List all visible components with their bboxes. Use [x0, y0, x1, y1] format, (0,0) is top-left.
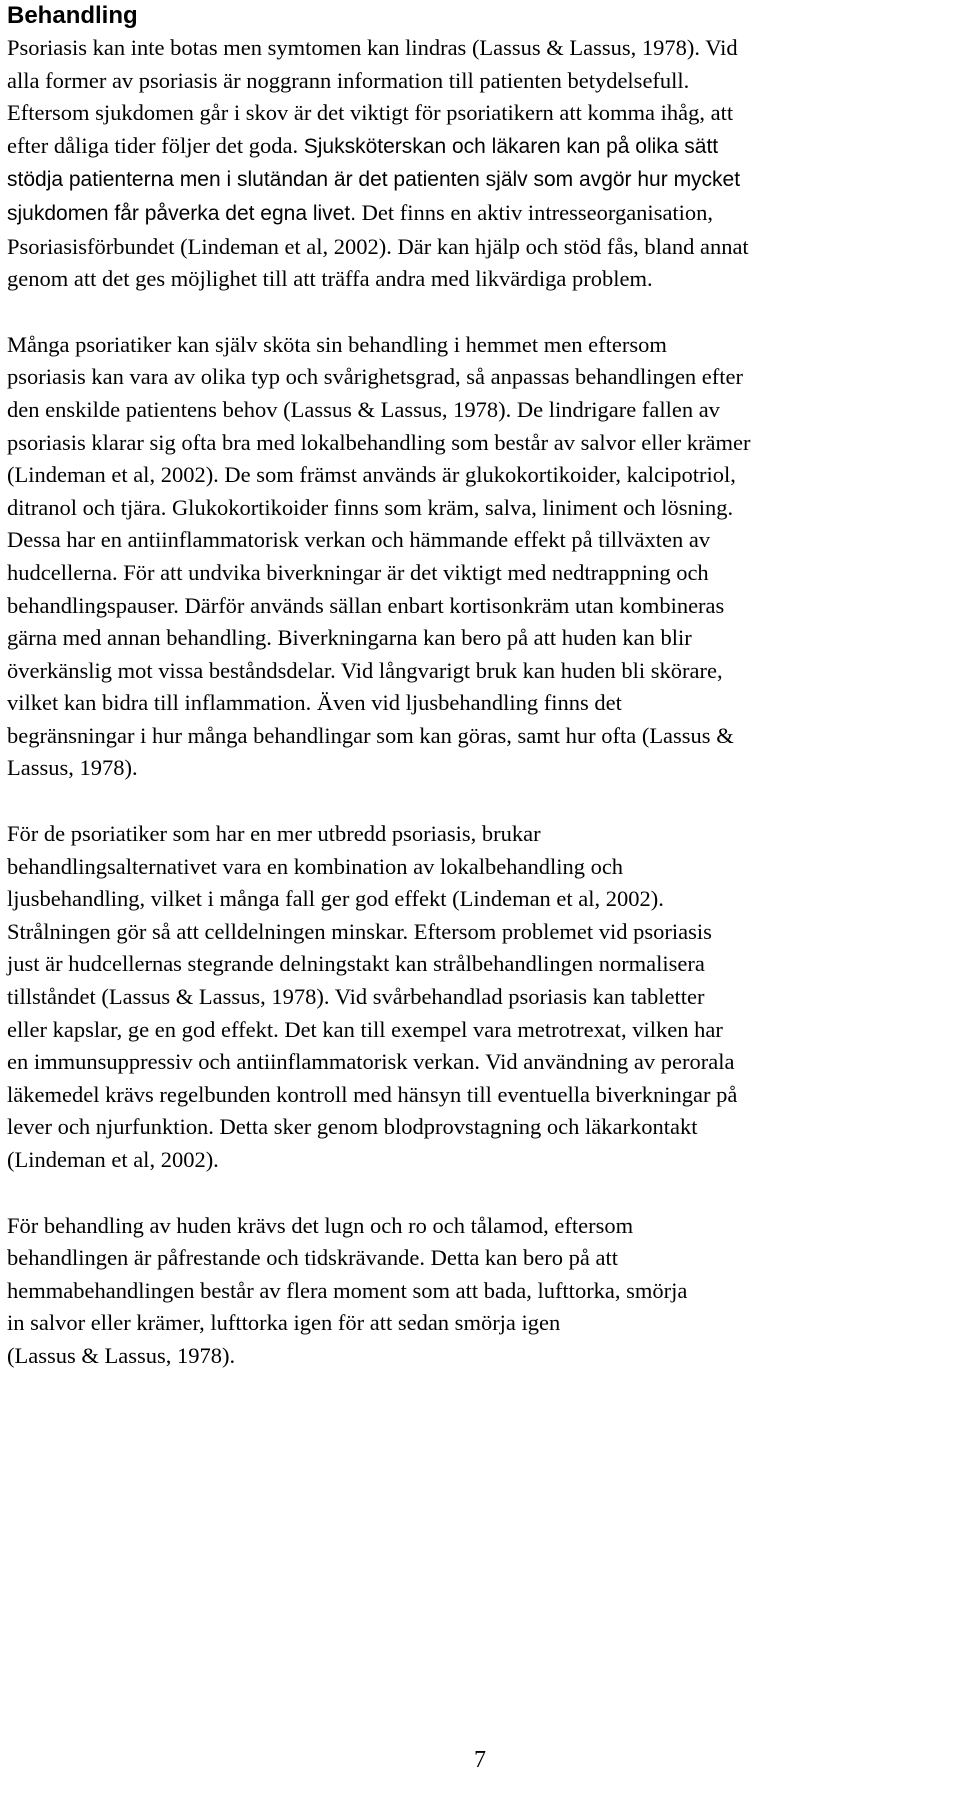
text-run: efter dåliga tider följer det goda.: [7, 132, 304, 158]
text-line: överkänslig mot vissa beståndsdelar. Vid långvarigt bruk kan huden bli skörare,: [7, 657, 723, 683]
text-run: Eftersom sjukdomen går i skov är det viktigt för psoriatikern att komma ihåg, att: [7, 100, 734, 126]
text-line: psoriasis kan vara av olika typ och svårighetsgrad, så anpassas behandlingen efter: [7, 364, 744, 390]
text-run: genom att det ges möjlighet till att träffa andra med likvärdiga problem.: [7, 266, 653, 292]
text-line: den enskilde patientens behov (Lassus & Lassus, 1978). De lindrigare fallen av: [7, 396, 720, 422]
text-line: [7, 263, 953, 296]
text-line: (Lassus & Lassus, 1978).: [7, 1342, 236, 1368]
text-line: [7, 32, 953, 65]
paragraph-spacer: [7, 296, 953, 329]
text-line: Många psoriatiker kan själv sköta sin behandling i hemmet men eftersom: [7, 331, 667, 357]
document-page: [7, 0, 953, 1373]
page-number: 7: [474, 1747, 486, 1773]
text-run: alla former av psoriasis är noggrann information till patienten betydelsefull.: [7, 67, 690, 93]
text-line: För behandling av huden krävs det lugn och ro och tålamod, eftersom: [7, 1212, 634, 1238]
paragraph-skin-care: [7, 1210, 953, 1373]
text-line: vilket kan bidra till inflammation. Även vid ljusbehandling finns det: [7, 690, 622, 716]
text-line: lever och njurfunktion. Detta sker genom blodprovstagning och läkarkontakt: [7, 1114, 698, 1140]
text-line: [7, 163, 953, 197]
text-run: Det finns en aktiv intresseorganisation,: [356, 199, 714, 225]
paragraph-spacer: [7, 1177, 953, 1210]
text-line: För de psoriatiker som har en mer utbredd psoriasis, brukar: [7, 821, 541, 847]
text-line: (Lindeman et al, 2002). De som främst används är glukokortikoider, kalcipotriol,: [7, 462, 736, 488]
text-line: eller kapslar, ge en god effekt. Det kan till exempel vara metrotrexat, vilken har: [7, 1016, 723, 1042]
text-line: tillståndet (Lassus & Lassus, 1978). Vid svårbehandlad psoriasis kan tabletter: [7, 984, 705, 1010]
section-heading: Behandling: [7, 2, 138, 29]
text-line: en immunsuppressiv och antiinflammatorisk verkan. Vid användning av perorala: [7, 1049, 735, 1075]
text-line: Dessa har en antiinflammatorisk verkan och hämmande effekt på tillväxten av: [7, 527, 711, 553]
text-line: begränsningar i hur många behandlingar som kan göras, samt hur ofta (Lassus &: [7, 722, 734, 748]
text-line: behandlingsalternativet vara en kombination av lokalbehandling och: [7, 853, 624, 879]
paragraph-intro: [7, 32, 953, 296]
text-line: (Lindeman et al, 2002).: [7, 1147, 219, 1172]
text-line: psoriasis klarar sig ofta bra med lokalbehandling som består av salvor eller krämer: [7, 429, 751, 455]
text-line: [7, 231, 953, 264]
text-line: ljusbehandling, vilket i många fall ger god effekt (Lindeman et al, 2002).: [7, 886, 664, 912]
text-run: sjukdomen får påverka det egna livet.: [7, 201, 357, 225]
text-line: ditranol och tjära. Glukokortikoider finns som kräm, salva, liniment och lösning.: [7, 494, 734, 520]
text-line: gärna med annan behandling. Biverkningarna kan bero på att huden kan blir: [7, 625, 692, 651]
text-line: Lassus, 1978).: [7, 755, 138, 781]
text-line: hemmabehandlingen består av flera moment som att bada, lufttorka, smörja: [7, 1277, 688, 1303]
text-line: Strålningen gör så att celldelningen minskar. Eftersom problemet vid psoriasis: [7, 918, 712, 944]
text-line: läkemedel krävs regelbunden kontroll med hänsyn till eventuella biverkningar på: [7, 1081, 738, 1107]
text-line: in salvor eller krämer, lufttorka igen för att sedan smörja igen: [7, 1310, 561, 1336]
paragraph-spacer: [7, 785, 953, 818]
text-run: Psoriasisförbundet (Lindeman et al, 2002). Där kan hjälp och stöd fås, bland annat: [7, 233, 749, 259]
text-run: Sjuksköterskan och läkaren kan på olika sätt: [303, 134, 719, 158]
text-line: behandlingspauser. Därför används sällan enbart kortisonkräm utan kombineras: [7, 592, 725, 618]
text-run: Psoriasis kan inte botas men symtomen kan lindras (Lassus & Lassus, 1978). Vid: [7, 35, 738, 60]
paragraph-local-treatment: [7, 329, 953, 785]
text-line: [7, 197, 953, 231]
text-line: [7, 97, 953, 130]
text-line: just är hudcellernas stegrande delningstakt kan strålbehandlingen normalisera: [7, 951, 705, 977]
text-line: behandlingen är påfrestande och tidskrävande. Detta kan bero på att: [7, 1245, 618, 1271]
text-line: hudcellerna. För att undvika biverkningar är det viktigt med nedtrappning och: [7, 559, 709, 585]
text-line: [7, 130, 953, 164]
text-run: stödja patienterna men i slutändan är det patienten själv som avgör hur mycket: [7, 168, 741, 192]
text-line: [7, 65, 953, 98]
paragraph-light-treatment: [7, 818, 953, 1177]
